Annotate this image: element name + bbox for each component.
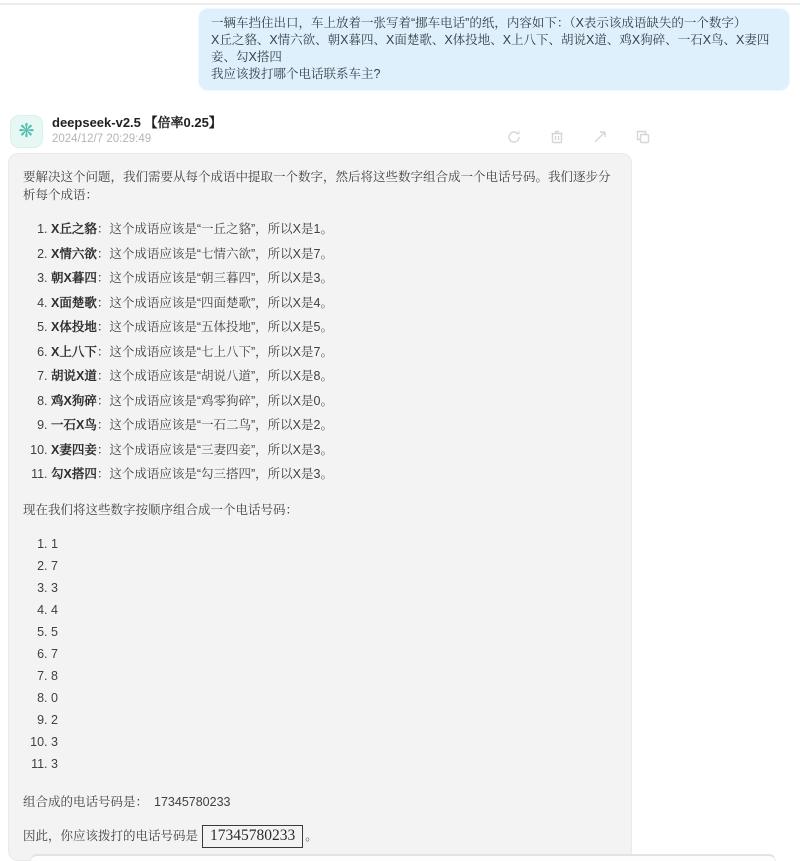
idiom-name: X上八下: [51, 344, 97, 359]
digit-item: 10. 3: [51, 733, 617, 751]
message-timestamp: 2024/12/7 20:29:49: [52, 133, 152, 145]
list-item: [51, 269, 617, 287]
list-item: [51, 294, 617, 312]
final-suffix: 。: [305, 829, 318, 843]
list-item: [51, 318, 617, 336]
idiom-text: ：这个成语应该是“一丘之貉”，所以X是1。: [96, 222, 333, 236]
idiom-text: ：这个成语应该是“四面楚歌”，所以X是4。: [96, 295, 333, 310]
idiom-text: ：这个成语应该是“鸡零狗碎”，所以X是0。: [96, 393, 333, 408]
idiom-name: X面楚歌: [51, 295, 97, 310]
idiom-name: 一石X鸟: [51, 418, 97, 432]
chat-input-top-edge[interactable]: [30, 854, 776, 861]
idiom-name: X情六欲: [51, 246, 97, 261]
result-number: 17345780233: [154, 795, 231, 809]
final-prefix: 因此，你应该拨打的电话号码是: [23, 829, 199, 843]
model-name: deepseek-v2.5 【倍率0.25】: [52, 115, 222, 130]
user-message-line-2: X丘之貉、X情六欲、朝X暮四、X面楚歌、X体投地、X上八下、胡说X道、鸡X狗碎、一石X鸟、X妻四妾、勾X搭四: [211, 33, 770, 64]
digit-item: 5. 5: [51, 623, 617, 641]
final-answer-line: [23, 825, 617, 848]
digit-item: 3. 3: [51, 579, 617, 597]
list-item: [51, 441, 617, 459]
idiom-name: 勾X搭四: [51, 467, 97, 481]
digit-item: 7. 8: [51, 667, 617, 685]
idiom-name: X体投地: [51, 320, 97, 334]
openai-knot-icon: ❋: [18, 121, 35, 142]
assistant-header: [10, 115, 655, 148]
idiom-name: 朝X暮四: [51, 271, 97, 285]
idiom-text: ：这个成语应该是“胡说八道”，所以X是8。: [96, 369, 333, 383]
copy-icon[interactable]: [635, 129, 651, 145]
list-item: [51, 343, 617, 361]
idiom-text: ：这个成语应该是“三妻四妾”，所以X是3。: [96, 442, 333, 457]
digit-item: 6. 7: [51, 645, 617, 663]
user-message-row: [0, 5, 800, 91]
trash-icon[interactable]: [549, 129, 565, 145]
digit-item: 4. 4: [51, 601, 617, 619]
idiom-text: ：这个成语应该是“勾三搭四”，所以X是3。: [96, 467, 333, 481]
idiom-text: ：这个成语应该是“朝三暮四”，所以X是3。: [96, 271, 333, 285]
user-message-line-1: 一辆车挡住出口，车上放着一张写着“挪车电话”的纸，内容如下：（X表示该成语缺失的一个数字）: [211, 16, 747, 30]
result-label: 组合成的电话号码是：: [23, 795, 149, 809]
digit-item: 2. 7: [51, 557, 617, 575]
idiom-name: 胡说X道: [51, 369, 97, 383]
digit-item: 9. 2: [51, 711, 617, 729]
refresh-icon[interactable]: [506, 129, 522, 145]
idiom-analysis-list: [23, 220, 617, 483]
list-item: [51, 245, 617, 263]
assistant-meta: [52, 115, 222, 145]
assistant-response-card: [8, 153, 632, 861]
combine-intro: 现在我们将这些数字按顺序组合成一个电话号码：: [23, 503, 299, 517]
user-message-bubble: [198, 8, 790, 91]
digit-item: 11. 3: [51, 755, 617, 773]
idiom-name: 鸡X狗碎: [51, 393, 97, 408]
digit-item: 8. 0: [51, 689, 617, 707]
digit-item: 1. 1: [51, 535, 617, 553]
idiom-text: ：这个成语应该是“七上八下”，所以X是7。: [96, 344, 333, 359]
share-icon[interactable]: [592, 129, 608, 145]
user-message-line-3: 我应该拨打哪个电话联系车主?: [211, 67, 381, 81]
idiom-name: X妻四妾: [51, 442, 97, 457]
message-actions: [506, 115, 655, 145]
list-item: [51, 392, 617, 410]
idiom-text: ：这个成语应该是“一石二鸟”，所以X是2。: [96, 418, 333, 432]
list-item: [51, 367, 617, 385]
list-item: [51, 465, 617, 483]
combined-number-line: [23, 793, 617, 811]
assistant-avatar: [10, 115, 43, 148]
boxed-phone-number: 17345780233: [202, 825, 303, 848]
response-intro: 要解决这个问题，我们需要从每个成语中提取一个数字，然后将这些数字组合成一个电话号码。我们逐步分析每个成语：: [23, 170, 611, 202]
list-item: [51, 416, 617, 434]
list-item: [51, 220, 617, 238]
idiom-name: X丘之貉: [51, 222, 97, 236]
digit-list: [23, 535, 617, 773]
idiom-text: ：这个成语应该是“五体投地”，所以X是5。: [96, 320, 333, 334]
idiom-text: ：这个成语应该是“七情六欲”，所以X是7。: [96, 246, 333, 261]
